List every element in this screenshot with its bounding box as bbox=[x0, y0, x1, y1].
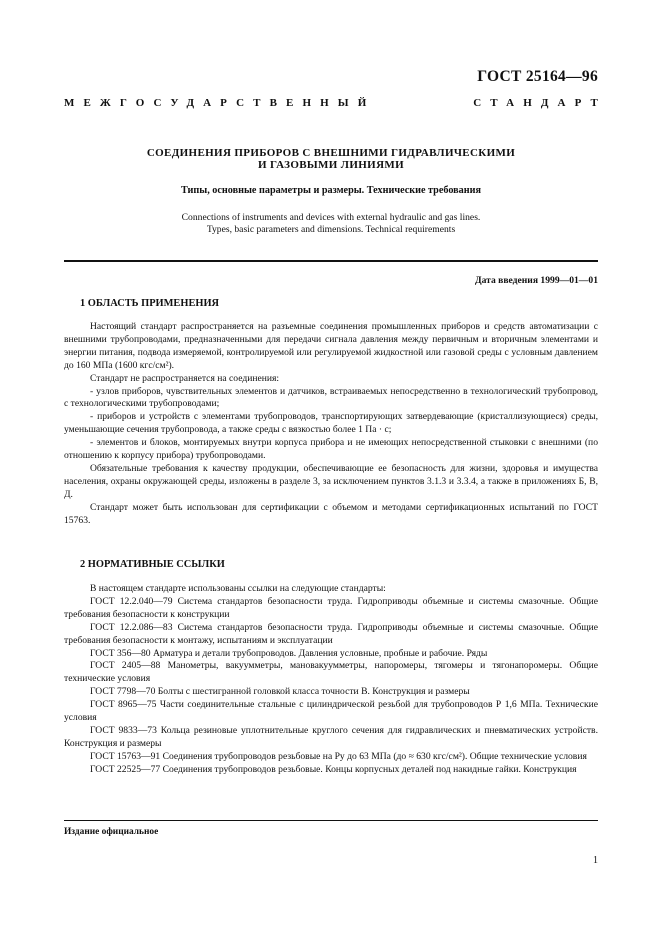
title-line-1: СОЕДИНЕНИЯ ПРИБОРОВ С ВНЕШНИМИ ГИДРАВЛИЧЕСКИМИ bbox=[146, 147, 516, 159]
reference-item: ГОСТ 7798—70 Болты с шестигранной головкой класса точности В. Конструкция и размеры bbox=[90, 686, 470, 698]
reference-item: ГОСТ 2405—88 Манометры, вакуумметры, мановакуумметры, напоромеры, тягомеры и тягонапоромеры. Общие технические условия bbox=[64, 660, 598, 685]
section-1-paragraph: Стандарт может быть использован для сертификации с объемом и методами сертификационных испытаний по ГОСТ 15763. bbox=[64, 501, 598, 526]
section-1-paragraph: - элементов и блоков, монтируемых внутри корпуса прибора и не имеющих непосредственной стыковки с внешними (по отношению к корпусу прибора) трубопроводами. bbox=[64, 437, 598, 462]
reference-item: ГОСТ 12.2.040—79 Система стандартов безопасности труда. Гидроприводы объемные и системы смазочные. Общие требования безопасности к конструкции bbox=[64, 595, 598, 620]
section-1-body bbox=[64, 321, 598, 528]
reference-item: ГОСТ 12.2.086—83 Система стандартов безопасности труда. Гидроприводы объемные и системы смазочные. Общие требования безопасности к монтажу, испытаниям и эксплуатации bbox=[64, 621, 598, 646]
section-2-heading: 2 НОРМАТИВНЫЕ ССЫЛКИ bbox=[80, 559, 225, 570]
banner-interstate: МЕЖГОСУДАРСТВЕННЫЙ bbox=[64, 97, 376, 109]
section-1-paragraph: Настоящий стандарт распространяется на разъемные соединения промышленных приборов и средств автоматизации с внешними трубопроводами, предназначенными для передачи сигнала давления между первичным и вторичным элементами и энергии питания, подвода измеряемой, контролируемой или регулируемой жидкостной или газовой среды с условным давлением до 160 МПа (1600 кгс/см²). bbox=[64, 321, 598, 371]
page-number: 1 bbox=[593, 855, 598, 866]
section-1-paragraph: Стандарт не распространяется на соединения: bbox=[90, 372, 280, 384]
section-1-paragraph: Обязательные требования к качеству продукции, обеспечивающие ее безопасность для жизни, здоровья и имущества населения, охраны окружающей среды, изложены в разделе 3, за исключением пунктов 3.1.3 и 3.3.4, а также в приложениях Б, В, Д. bbox=[64, 462, 598, 500]
reference-item: ГОСТ 8965—75 Части соединительные стальные с цилиндрической резьбой для трубопроводов Р 1,6 МПа. Технические условия bbox=[64, 699, 598, 724]
standard-banner bbox=[64, 97, 607, 109]
english-title bbox=[64, 212, 598, 236]
section-1-paragraph: - узлов приборов, чувствительных элементов и датчиков, встраиваемых непосредственно в технологический трубопровод, с технологическими трубопроводами; bbox=[64, 385, 598, 410]
title-line-2: И ГАЗОВЫМИ ЛИНИЯМИ bbox=[257, 159, 404, 171]
normative-references bbox=[64, 583, 598, 777]
reference-item: ГОСТ 9833—73 Кольца резиновые уплотнительные круглого сечения для гидравлических и пневматических устройств. Конструкция и размеры bbox=[64, 724, 598, 749]
footer-divider bbox=[64, 820, 598, 821]
section-1-heading: 1 ОБЛАСТЬ ПРИМЕНЕНИЯ bbox=[80, 298, 220, 309]
official-edition-label: Издание официальное bbox=[64, 827, 159, 837]
section-1-paragraph: - приборов и устройств с элементами трубопроводов, транспортирующих затвердевающие (кристаллизующиеся) среды, уменьшающие сечения трубопровода, а также среды с вязкостью более 1 Па · с; bbox=[64, 411, 598, 436]
english-title-line-1: Connections of instruments and devices with external hydraulic and gas lines. bbox=[181, 212, 481, 223]
english-title-line-2: Types, basic parameters and dimensions. Technical requirements bbox=[206, 224, 456, 235]
reference-item: ГОСТ 356—80 Арматура и детали трубопроводов. Давления условные, пробные и рабочие. Ряды bbox=[90, 647, 488, 659]
reference-item: ГОСТ 15763—91 Соединения трубопроводов резьбовые на Pу до 63 МПа (до ≈ 630 кгс/см²). Общие технические условия bbox=[90, 750, 587, 762]
document-subtitle: Типы, основные параметры и размеры. Технические требования bbox=[180, 185, 482, 196]
document-page bbox=[64, 0, 607, 936]
document-title bbox=[64, 147, 598, 171]
header-divider bbox=[64, 260, 598, 262]
banner-standard: СТАНДАРТ bbox=[473, 97, 607, 109]
standard-number: ГОСТ 25164—96 bbox=[477, 68, 598, 85]
introduction-date: Дата введения 1999—01—01 bbox=[475, 275, 598, 286]
references-intro: В настоящем стандарте использованы ссылки на следующие стандарты: bbox=[90, 583, 386, 594]
reference-item: ГОСТ 22525—77 Соединения трубопроводов резьбовые. Концы корпусных деталей под накидные гайки. Конструкция bbox=[90, 763, 577, 775]
